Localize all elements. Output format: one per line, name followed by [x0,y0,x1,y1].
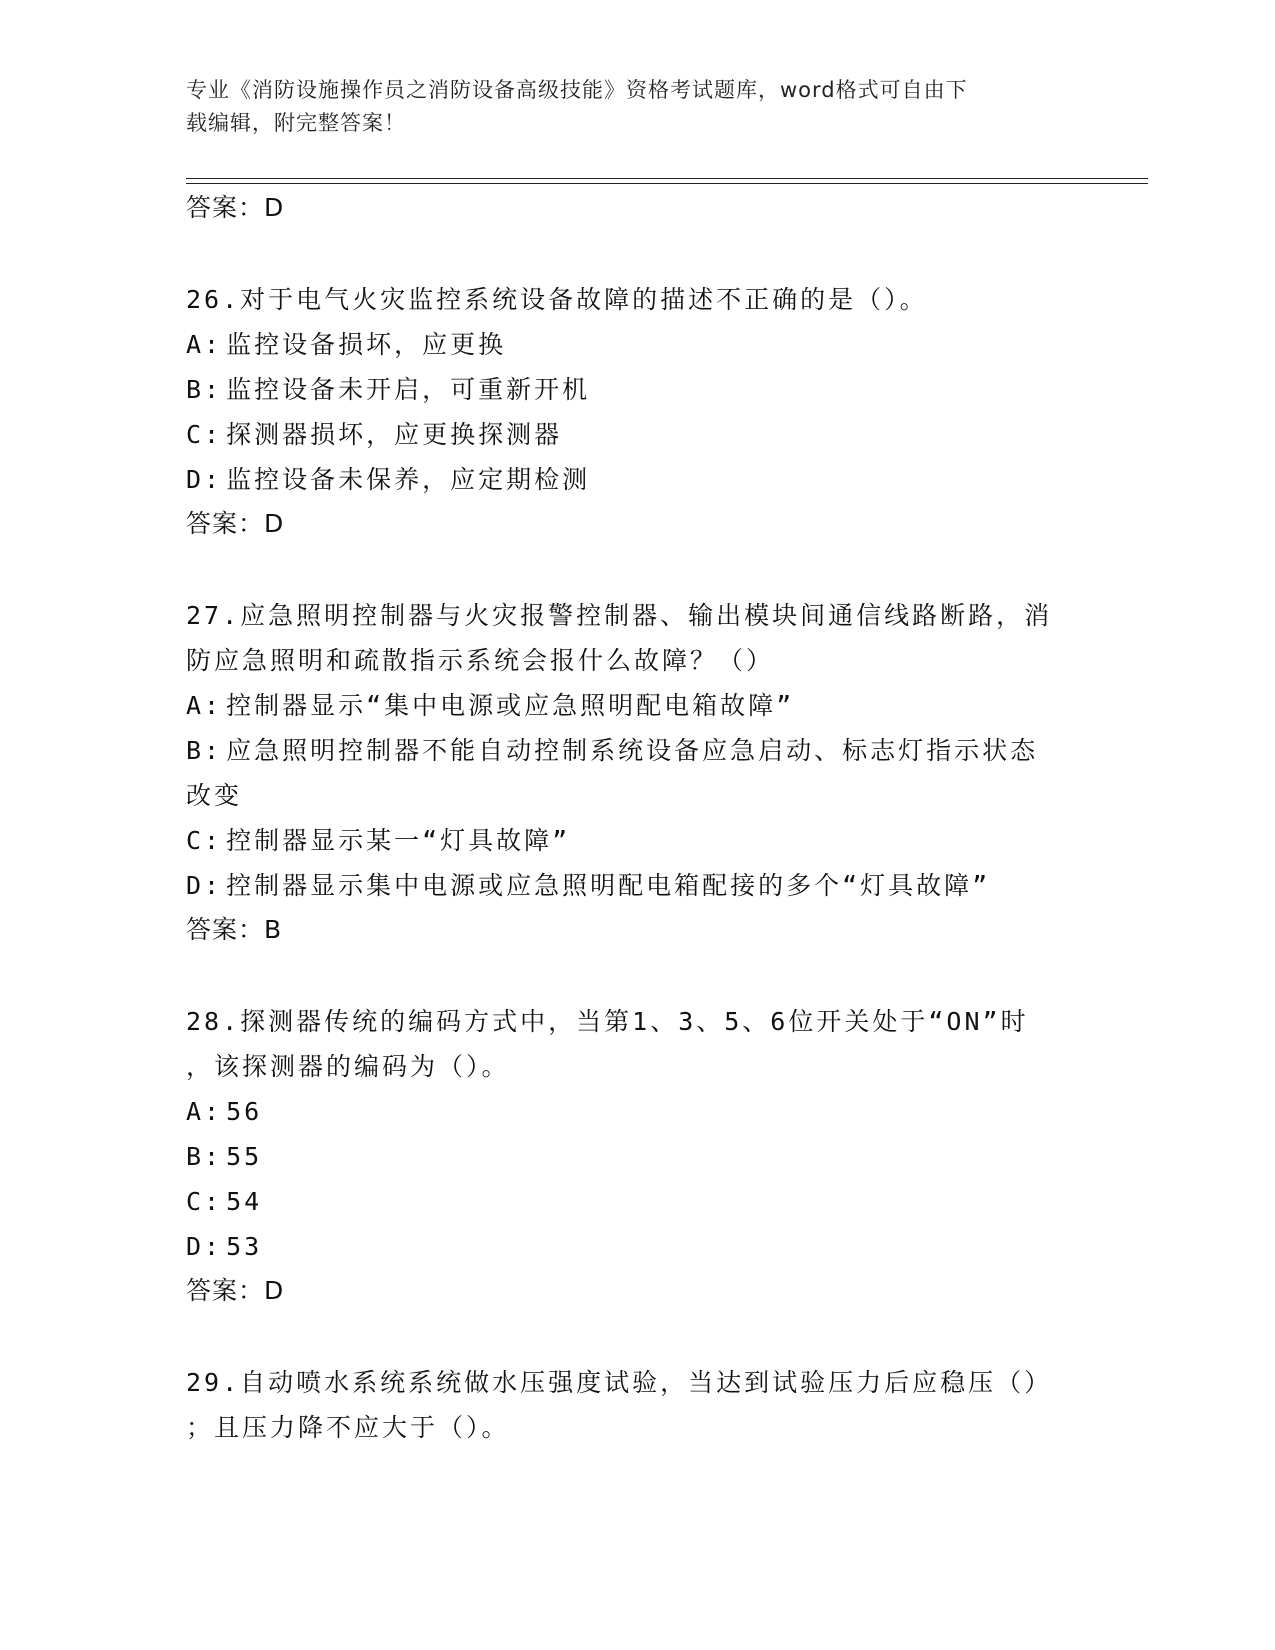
answer-line [186,502,1086,548]
option-label: D: [186,871,223,900]
option-text: 控制器显示“集中电源或应急照明配电箱故障” [226,691,795,720]
option-a [186,683,1086,728]
spacer [186,232,1086,277]
option-text: 53 [226,1232,263,1261]
option-label: D: [186,465,223,494]
question-text-continued: ，该探测器的编码为（）。 [186,1052,510,1081]
option-a [186,1089,1086,1134]
answer-value: B [264,915,283,944]
option-b [186,728,1086,773]
option-text: 54 [226,1187,263,1216]
option-a [186,322,1086,367]
question-28 [186,999,1086,1315]
question-text: 26.对于电气火灾监控系统设备故障的描述不正确的是（）。 [186,285,928,314]
option-c [186,412,1086,457]
option-label: B: [186,1142,223,1171]
header-line-1: 专业《消防设施操作员之消防设备高级技能》资格考试题库，word格式可自由下 [186,78,968,102]
option-d [186,1224,1086,1269]
option-text: 控制器显示集中电源或应急照明配电箱配接的多个“灯具故障” [226,871,991,900]
option-b [186,1134,1086,1179]
question-26 [186,277,1086,548]
option-label: B: [186,375,223,404]
header-note [186,74,1066,140]
question-text: 29.自动喷水系统系统做水压强度试验，当达到试验压力后应稳压（） [186,1368,1053,1397]
option-text: 55 [226,1142,263,1171]
question-text-continued: 防应急照明和疏散指示系统会报什么故障？（） [186,646,775,675]
answer-value: D [264,1276,285,1305]
option-label: C: [186,826,223,855]
spacer [186,1315,1086,1360]
header-divider-top [186,178,1148,179]
option-b [186,367,1086,412]
question-text: 27.应急照明控制器与火灾报警控制器、输出模块间通信线路断路，消 [186,601,1053,630]
question-list [186,186,1086,1450]
answer-line [186,908,1086,954]
question-text-continued: ；且压力降不应大于（）。 [186,1413,510,1442]
option-b-continued: 改变 [186,781,243,810]
option-text: 应急照明控制器不能自动控制系统设备应急启动、标志灯指示状态 [226,736,1039,765]
option-label: A: [186,330,223,359]
option-c [186,1179,1086,1224]
option-text: 探测器损坏，应更换探测器 [226,420,563,449]
header-divider-bottom [186,183,1148,184]
question-29 [186,1360,1086,1450]
option-label: C: [186,420,223,449]
option-text: 56 [226,1097,263,1126]
option-label: B: [186,736,223,765]
question-text: 28.探测器传统的编码方式中，当第1、3、5、6位开关处于“ON”时 [186,1007,1029,1036]
answer-label: 答案： [186,1276,265,1305]
option-label: D: [186,1232,223,1261]
option-text: 控制器显示某一“灯具故障” [226,826,571,855]
option-text: 监控设备损坏，应更换 [226,330,507,359]
option-c [186,818,1086,863]
option-text: 监控设备未保养，应定期检测 [226,465,591,494]
option-label: C: [186,1187,223,1216]
answer-label: 答案： [186,915,265,944]
option-text: 监控设备未开启，可重新开机 [226,375,591,404]
answer-value: D [264,193,285,222]
option-label: A: [186,691,223,720]
answer-line [186,186,1086,232]
answer-value: D [264,509,285,538]
header-line-2: 载编辑，附完整答案！ [186,111,406,135]
option-label: A: [186,1097,223,1126]
question-27 [186,593,1086,954]
spacer [186,548,1086,593]
answer-label: 答案： [186,509,265,538]
answer-label: 答案： [186,193,265,222]
answer-line [186,1269,1086,1315]
option-d [186,457,1086,502]
spacer [186,954,1086,999]
option-d [186,863,1086,908]
